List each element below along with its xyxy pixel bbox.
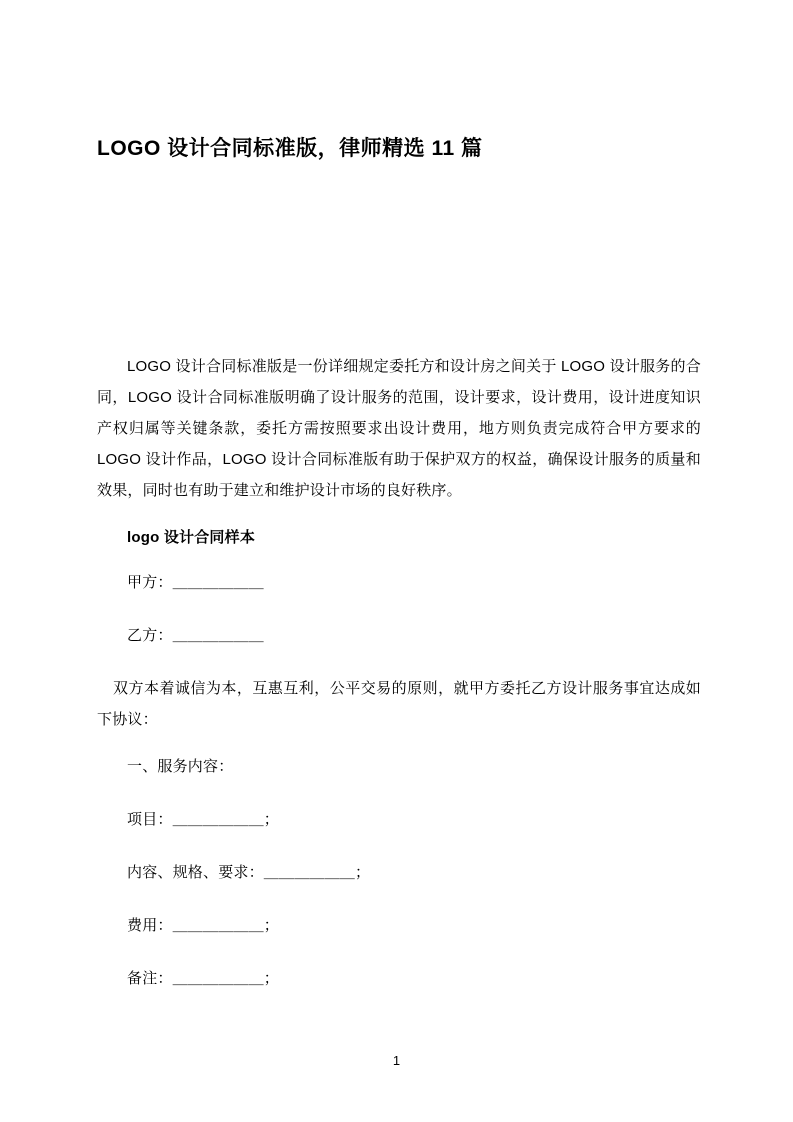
party-b-line: 乙方：＿＿＿＿＿＿	[127, 627, 264, 644]
list-item: 费用：＿＿＿＿＿＿；	[127, 917, 280, 934]
list-item: 备注：＿＿＿＿＿＿；	[127, 970, 280, 987]
list-item: 内容、规格、要求：＿＿＿＿＿＿；	[127, 864, 371, 881]
list-item: 项目：＿＿＿＿＿＿；	[127, 811, 280, 828]
document-body	[97, 0, 701, 1016]
party-a-line: 甲方：＿＿＿＿＿＿	[127, 574, 264, 591]
title-spacer	[97, 165, 701, 351]
section-one-title: 一、服务内容：	[127, 758, 234, 775]
page-title: LOGO 设计合同标准版，律师精选 11 篇	[97, 137, 483, 160]
sub-heading: logo 设计合同样本	[127, 529, 256, 546]
intro-paragraph: LOGO 设计合同标准版是一份详细规定委托方和设计房之间关于 LOGO 设计服务的合同，LOGO 设计合同标准版明确了设计服务的范围，设计要求，设计费用，设计进度知识产权归属等关键条款，委托方需按照要求出设计费用，地方则负责完成符合甲方要求的 LOGO 设计作品，LOGO 设计合同标准版有助于保护双方的权益，确保设计服务的质量和效果，同时也有助于建立和维护设计市场的良好秩序。	[97, 358, 701, 499]
page-number: 1	[392, 1053, 401, 1068]
preamble-paragraph: 双方本着诚信为本，互惠互利，公平交易的原则，就甲方委托乙方设计服务事宜达成如下协议：	[97, 680, 701, 728]
